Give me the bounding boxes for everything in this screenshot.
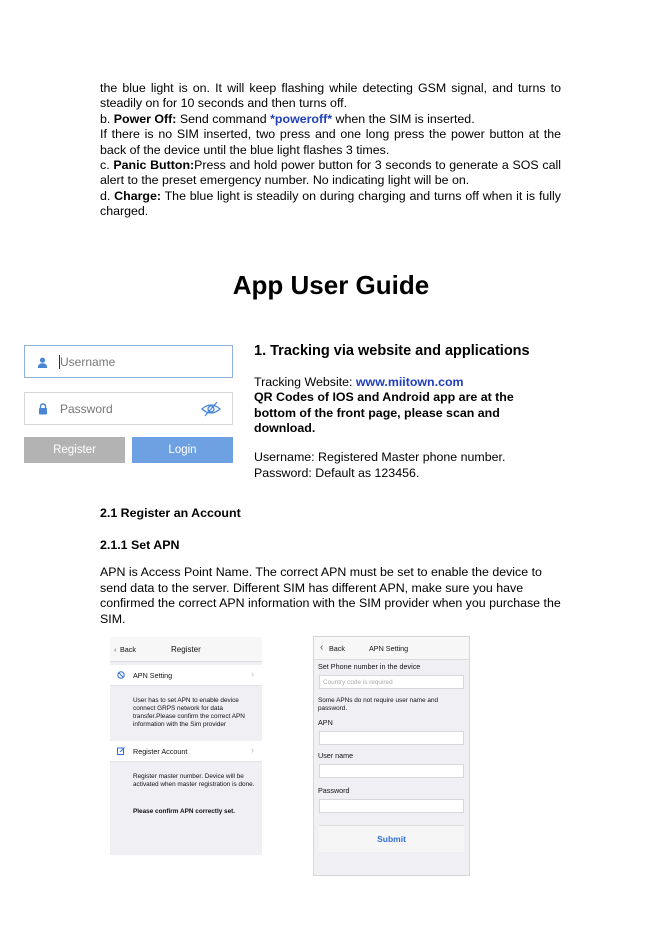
charge-text: The blue light is steadily on during charging and turns off when it is fully charged. [100,188,561,219]
section-2-1-heading: 2.1 Register an Account [100,506,241,520]
back-button[interactable]: Back [120,645,136,654]
website-link[interactable]: www.miitown.com [355,375,464,389]
tracking-heading: 1. Tracking via website and applications [254,343,530,359]
chevron-right-icon: › [251,745,254,755]
password-field[interactable] [319,799,464,813]
nav-bar [110,637,262,662]
power-off-paragraph [100,112,561,127]
apn-label: APN [318,718,333,727]
register-screen-image [110,637,262,855]
password-note: Password: Default as 123456. [254,465,420,480]
apn-input[interactable] [319,731,464,745]
poweroff-command: *poweroff* [270,111,333,126]
username-note: Username: Registered Master phone number. [254,449,506,464]
back-button[interactable]: Back [329,644,345,653]
phone-number-label: Set Phone number in the device [318,662,421,671]
power-off-label: Power Off: [113,111,177,126]
power-off-text: Send command [176,111,271,126]
section-2-1-1-heading: 2.1.1 Set APN [100,538,180,552]
password-placeholder: Password [60,402,113,416]
qr-note: QR Codes of IOS and Android app are at the bottom of the front page, please scan and download. [254,390,514,435]
submit-button[interactable]: Submit [319,825,464,852]
login-button[interactable]: Login [132,437,233,463]
password-label: Password [318,786,350,795]
apn-description: APN is Access Point Name. The correct APN must be set to enable the device to send data to the server. Different SIM has different APN, make sure you have confirmed the correct APN information with the SIM provider when you purchase the SIM. [100,565,561,626]
apn-setting-item[interactable] [110,665,262,686]
power-off-suffix: when the SIM is inserted. [332,111,475,126]
apn-setting-description: User has to set APN to enable device connect GRPS network for data transfer.Please confirm the correct APN information with the Sim provider [133,697,245,728]
register-title: Register [171,645,201,654]
apn-setting-icon [117,671,125,679]
user-name-input[interactable] [319,764,464,778]
confirm-apn-note: Please confirm APN correctly set. [133,808,236,815]
nav-bar [314,637,469,660]
register-account-label: Register Account [133,747,188,756]
tracking-section [254,342,554,481]
country-code-placeholder: Country code is required [323,679,393,686]
apn-setting-screen-image [313,636,470,876]
panic-paragraph [100,158,561,189]
back-chevron-icon[interactable]: ‹ [114,645,117,654]
list-prefix: c. [100,158,114,173]
apn-note: Some APNs do not require user name and password. [318,697,439,712]
panic-label: Panic Button: [113,158,195,173]
intro-text [100,81,561,220]
register-account-description: Register master number. Device will be activated when master registration is done. [133,773,255,788]
login-form-image [24,345,234,467]
list-prefix: b. [100,111,114,126]
register-button[interactable]: Register [24,437,125,463]
user-icon [37,357,48,368]
register-account-item[interactable] [110,741,262,762]
chevron-right-icon: › [251,669,254,679]
edit-icon [117,747,125,755]
country-code-input[interactable] [319,675,464,689]
username-placeholder: Username [60,355,116,369]
apn-screen-title: APN Setting [369,644,409,653]
password-input[interactable] [24,392,233,425]
charge-paragraph [100,189,561,220]
page-title: App User Guide [232,270,430,300]
charge-label: Charge: [114,188,161,203]
user-name-label: User name [318,751,354,760]
no-sim-paragraph: If there is no SIM inserted, two press and one long press the power button at the back of the device until the blue light flashes 3 times. [100,127,561,157]
username-input[interactable] [24,345,233,378]
website-label: Tracking Website: [254,375,356,389]
lock-icon [38,403,48,415]
intro-p1: the blue light is on. It will keep flashing while detecting GSM signal, and turns to steadily on for 10 seconds and then turns off. [100,81,561,111]
tracking-website-line [254,374,554,390]
panic-text: Press and hold power button for 3 seconds to generate a SOS call alert to the preset emergency number. No indicating light will be on. [100,158,561,188]
apn-setting-label: APN Setting [133,671,173,680]
list-prefix: d. [100,188,115,203]
back-chevron-icon[interactable]: ‹ [320,642,324,653]
hidden-eye-icon[interactable] [201,400,221,418]
